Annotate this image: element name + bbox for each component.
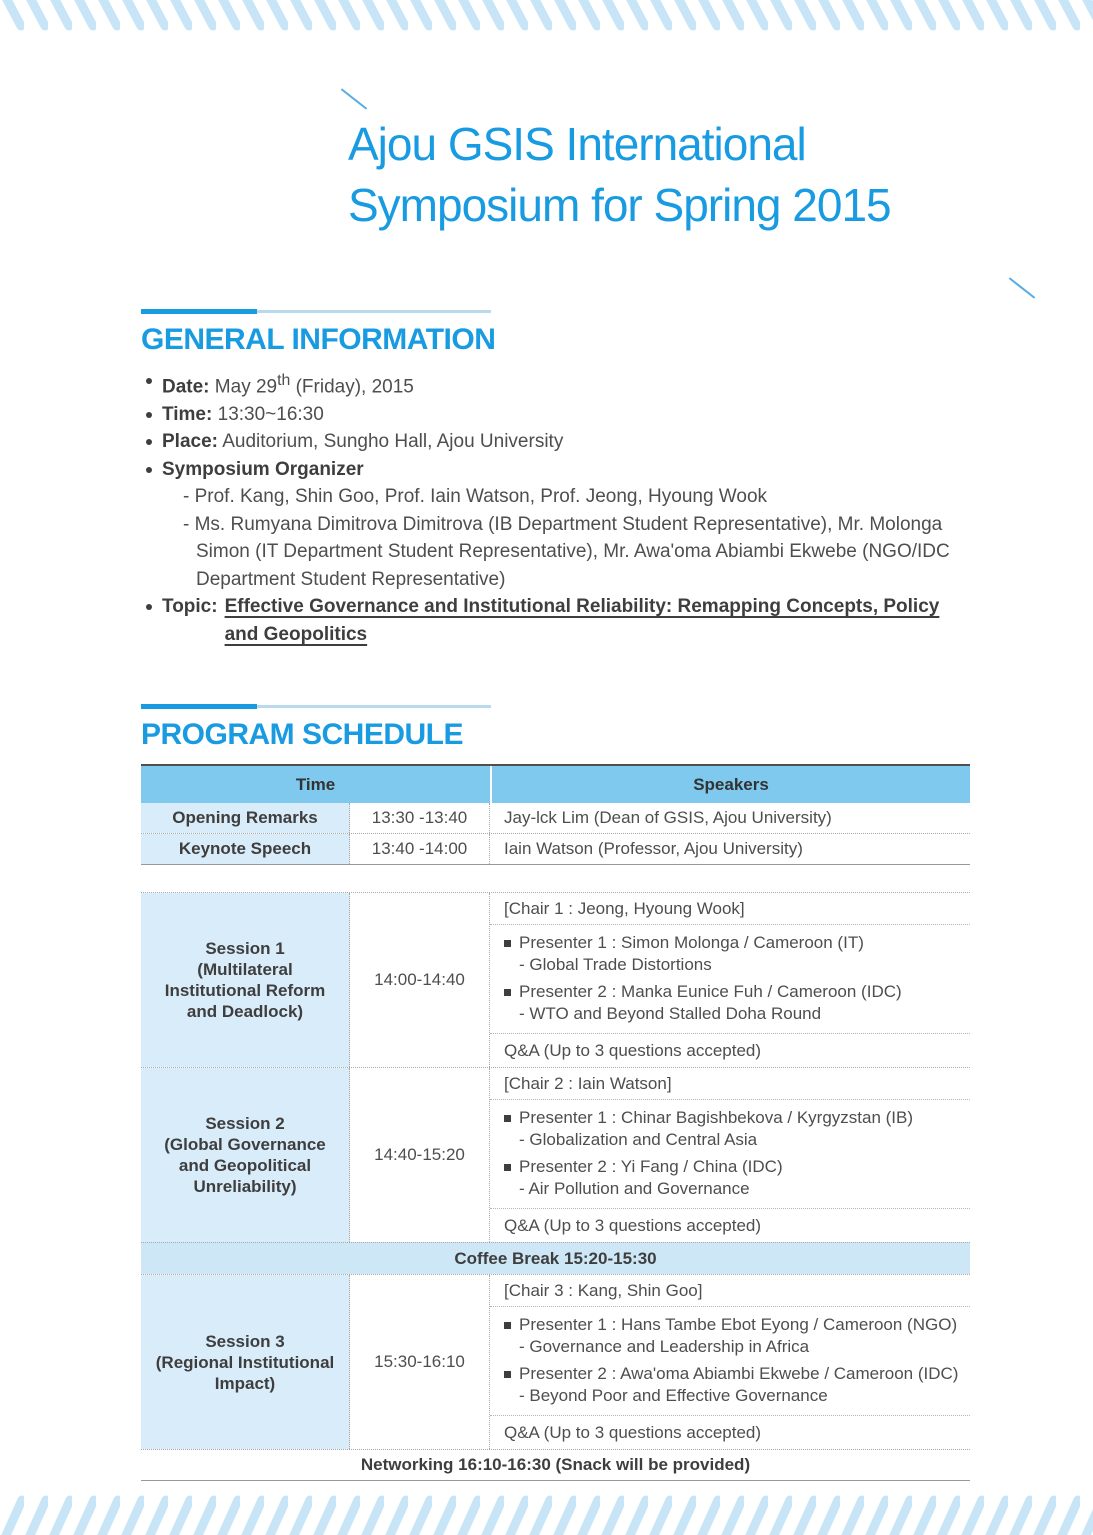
presenter-topic: - Beyond Poor and Effective Governance (519, 1386, 828, 1406)
info-row-date (141, 367, 970, 401)
info-row-topic (141, 593, 970, 648)
presenter-item (504, 982, 970, 1024)
session-title: Session 2 (205, 1114, 285, 1134)
presenter-topic: - WTO and Beyond Stalled Doha Round (519, 1004, 822, 1024)
organizer-line: - Ms. Rumyana Dimitrova Dimitrova (IB Department Student Representative), Mr. Molonga Simon (IT Department Student Representative), Mr. Awa'oma Abiambi Ekwebe (NGO/IDC Department Student Representative) (183, 513, 950, 590)
coffee-break-row: Coffee Break 15:20-15:30 (141, 1242, 970, 1274)
time-label: Time: (162, 403, 213, 425)
presenter-item (504, 1108, 970, 1150)
rule-light-segment (257, 705, 491, 708)
session-title: Session 3 (205, 1331, 285, 1351)
qna-row: Q&A (Up to 3 questions accepted) (490, 1415, 970, 1449)
table-row-opening-remarks (141, 803, 970, 833)
page-title-line1: Ajou GSIS International (348, 118, 806, 170)
title-accent-line-top-icon (341, 88, 367, 109)
row-time: 13:30 -13:40 (350, 803, 490, 833)
session-subtitle: (Multilateral Institutional Reform and Deadlock) (164, 960, 326, 1022)
date-value-superscript: th (277, 372, 291, 389)
qna-row: Q&A (Up to 3 questions accepted) (490, 1208, 970, 1242)
presenter-item (504, 933, 970, 975)
presenter-name: Presenter 2 : Awa'oma Abiambi Ekwebe / Cameroon (IDC) (519, 1364, 959, 1384)
info-row-organizer (141, 456, 970, 594)
presenter-item (504, 1315, 970, 1357)
session-1-row (141, 893, 970, 1067)
session-speakers-column (490, 893, 970, 1067)
presenter-topic: - Global Trade Distortions (519, 955, 712, 975)
topic-label: Topic: (162, 596, 218, 618)
presenter-name-line (504, 1364, 970, 1384)
chair-row: [Chair 1 : Jeong, Hyoung Wook] (504, 898, 745, 918)
presenter-topic: - Governance and Leadership in Africa (519, 1337, 810, 1357)
presenters-row (490, 1099, 970, 1208)
page-title-line2: Symposium for Spring 2015 (348, 179, 891, 231)
topic-value: Effective Governance and Institutional Reliability: Remapping Concepts, Policy and Geopolitics (224, 596, 940, 645)
presenter-name: Presenter 1 : Simon Molonga / Cameroon (IT) (519, 933, 864, 953)
row-label: Opening Remarks (141, 803, 350, 833)
place-value: Auditorium, Sungho Hall, Ajou University (222, 431, 564, 453)
presenter-name-line (504, 933, 970, 953)
general-information-list (141, 367, 970, 648)
square-bullet-icon (504, 989, 511, 996)
chair-row: [Chair 2 : Iain Watson] (504, 1073, 672, 1093)
row-speaker: Iain Watson (Professor, Ajou University) (504, 839, 803, 859)
time-value: 13:30~16:30 (217, 403, 324, 425)
session-subtitle: (Regional Institutional Impact) (155, 1352, 335, 1393)
info-row-time (141, 401, 970, 429)
decorative-stripes-bottom (0, 1490, 1093, 1535)
presenter-topic: - Globalization and Central Asia (519, 1130, 758, 1150)
place-label: Place: (162, 431, 218, 453)
qna-row: Q&A (Up to 3 questions accepted) (490, 1033, 970, 1067)
session-subtitle: (Global Governance and Geopolitical Unreliability) (164, 1135, 326, 1197)
presenter-name-line (504, 1157, 970, 1177)
session-time: 14:00-14:40 (350, 893, 490, 1067)
column-header-speakers: Speakers (693, 774, 769, 794)
program-schedule-section (141, 704, 970, 1481)
organizer-line: - Prof. Kang, Shin Goo, Prof. Iain Watson, Prof. Jeong, Hyoung Wook (183, 486, 768, 508)
rule-strong-segment (141, 309, 257, 314)
sessions-table (141, 892, 970, 1481)
column-header-time: Time (141, 766, 492, 803)
presenter-name: Presenter 1 : Hans Tambe Ebot Eyong / Cameroon (NGO) (519, 1315, 958, 1335)
session-label (141, 893, 350, 1067)
presenters-row (490, 924, 970, 1033)
session-title: Session 1 (205, 939, 285, 959)
info-row-place (141, 428, 970, 456)
presenter-name-line (504, 1315, 970, 1335)
square-bullet-icon (504, 1371, 511, 1378)
presenter-name-line (504, 982, 970, 1002)
table-header-row (141, 766, 970, 803)
presenter-name: Presenter 1 : Chinar Bagishbekova / Kyrgyzstan (IB) (519, 1108, 914, 1128)
general-information-section (141, 309, 970, 648)
section-rule (141, 704, 491, 709)
session-time: 15:30-16:10 (350, 1275, 490, 1449)
presenter-item (504, 1364, 970, 1406)
session-3-row (141, 1274, 970, 1449)
session-2-row (141, 1067, 970, 1242)
presenter-name-line (504, 1108, 970, 1128)
general-information-heading: GENERAL INFORMATION (141, 323, 496, 356)
title-accent-line-bottom-icon (1009, 277, 1035, 298)
square-bullet-icon (504, 1164, 511, 1171)
row-label: Keynote Speech (141, 834, 350, 864)
date-value-pre: May 29 (214, 376, 278, 398)
session-label (141, 1275, 350, 1449)
presenter-name: Presenter 2 : Manka Eunice Fuh / Cameroon (IDC) (519, 982, 902, 1002)
rule-strong-segment (141, 704, 257, 709)
session-speakers-column (490, 1068, 970, 1242)
date-value-post: (Friday), 2015 (290, 376, 414, 398)
page-title (348, 114, 1038, 236)
row-speaker: Jay-lck Lim (Dean of GSIS, Ajou University) (504, 808, 832, 828)
organizer-label: Symposium Organizer (162, 458, 364, 480)
title-block (348, 114, 1038, 236)
session-time: 14:40-15:20 (350, 1068, 490, 1242)
networking-row: Networking 16:10-16:30 (Snack will be provided) (141, 1449, 970, 1480)
plenary-table (141, 764, 970, 865)
date-label: Date: (162, 376, 210, 398)
presenter-item (504, 1157, 970, 1199)
section-rule (141, 309, 491, 314)
square-bullet-icon (504, 940, 511, 947)
presenter-name: Presenter 2 : Yi Fang / China (IDC) (519, 1157, 783, 1177)
session-label (141, 1068, 350, 1242)
program-schedule-heading: PROGRAM SCHEDULE (141, 718, 464, 752)
square-bullet-icon (504, 1322, 511, 1329)
table-row-keynote-speech (141, 833, 970, 864)
rule-light-segment (257, 310, 491, 313)
row-time: 13:40 -14:00 (350, 834, 490, 864)
chair-row: [Chair 3 : Kang, Shin Goo] (504, 1280, 703, 1300)
square-bullet-icon (504, 1115, 511, 1122)
decorative-stripes-top (0, 0, 1093, 36)
presenters-row (490, 1306, 970, 1415)
presenter-topic: - Air Pollution and Governance (519, 1179, 750, 1199)
session-speakers-column (490, 1275, 970, 1449)
